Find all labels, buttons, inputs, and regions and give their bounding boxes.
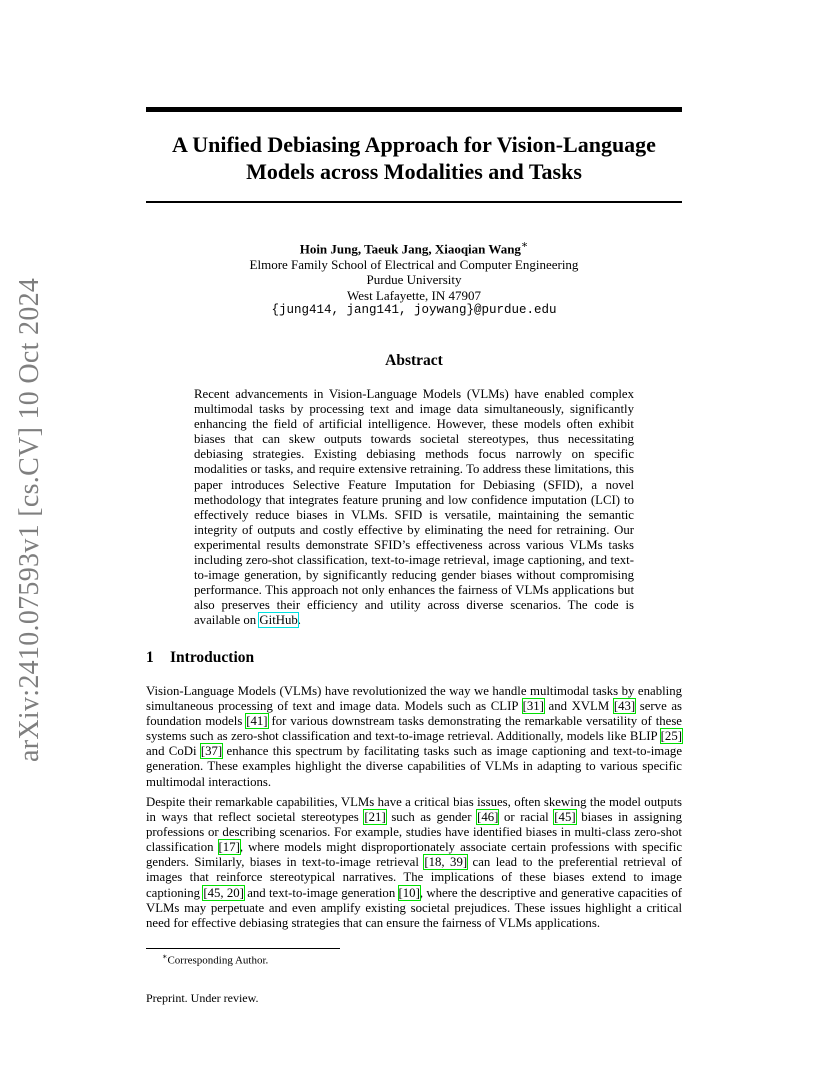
citation-link[interactable]: [18, 39]	[424, 855, 468, 870]
author-names: Hoin Jung, Taeuk Jang, Xiaoqian Wang	[299, 241, 521, 257]
abstract-heading: Abstract	[385, 352, 443, 369]
citation-link[interactable]: [41]	[246, 714, 268, 729]
preprint-notice: Preprint. Under review.	[146, 991, 259, 1005]
p2-text-3: or racial	[498, 810, 555, 825]
p2-text-4: biases in assigning professions or describing scenarios. For example, studies have identified biases in multi-class zero-shot classification	[146, 810, 683, 855]
citation-link[interactable]: [37]	[200, 744, 223, 759]
citation-link[interactable]: [21]	[364, 810, 386, 825]
citation-link[interactable]: [10]	[398, 885, 420, 900]
footnote-text: Corresponding Author.	[167, 954, 269, 967]
citation-link[interactable]: [45]	[554, 810, 576, 825]
p2-text-7: and text-to-image generation	[243, 885, 399, 900]
p2-text-5: , where models might disproportionately associate certain professions with specific genders. Similarly, biases in text-to-image retrieval	[146, 840, 682, 870]
author-university: Purdue University	[366, 272, 462, 288]
citation-link[interactable]: [46]	[477, 810, 499, 825]
citation-link[interactable]: [25]	[660, 729, 682, 744]
footnote-mark: ∗	[162, 952, 168, 961]
p1-text-5: and CoDi	[146, 744, 201, 759]
author-location: West Lafayette, IN 47907	[347, 287, 481, 303]
abstract-body	[194, 387, 634, 629]
footnote-rule	[146, 948, 340, 949]
abstract-text: Recent advancements in Vision-Language Models (VLMs) have enabled complex multimodal tasks by processing text and image data simultaneously, significantly enhancing the field of artificial intelligence. However, these models often exhibit biases that can skew outputs towards societal stereotypes, thus necessitating debiasing strategies. Existing debiasing methods focus narrowly on specific modalities or tasks, and require extensive retraining. To address these limitations, this paper introduces Selective Feature Imputation for Debiasing (SFID), a novel methodology that integrates feature pruning and low confidence imputation (LCI) to effectively reduce biases in VLMs. SFID is versatile, maintaining the semantic integrity of outputs and costly effective by eliminating the need for retraining. Our experimental results demonstrate SFID’s effectiveness across various VLMs tasks including zero-shot classification, text-to-image retrieval, image captioning, and text-to-image generation, by significantly reducing gender biases without compromising performance. This approach not only enhances the fairness of VLMs applications but also preserves their efficiency and utility across diverse scenarios. The code is available on	[194, 387, 634, 628]
p1-text-1: Vision-Language Models (VLMs) have revolutionized the way we handle multimodal tasks by enabling simultaneous processing of text and image data. Models such as CLIP	[146, 684, 682, 714]
abstract-end: .	[297, 613, 301, 628]
p2-text-6: can lead to the preferential retrieval of images that reinforce stereotypical narratives. The implications of these biases extend to image captioning	[146, 855, 683, 900]
paper-title: A Unified Debiasing Approach for Vision-Language Models across Modalities and Tasks	[172, 132, 656, 184]
author-footnote-mark: ∗	[520, 239, 529, 251]
p1-text-3: serve as foundation models	[146, 699, 683, 729]
p1-text-6: enhance this spectrum by facilitating tasks such as image captioning and text-to-image generation. These examples highlight the diverse capabilities of VLMs in adapting to various specific multimodal interactions.	[146, 744, 682, 789]
intro-paragraph-1	[146, 684, 682, 790]
section-title: Introduction	[170, 649, 255, 666]
author-affiliation: Elmore Family School of Electrical and Computer Engineering	[249, 256, 579, 272]
p2-text-1: Despite their remarkable capabilities, VLMs have a critical bias issues, often skewing the model outputs in ways that reflect societal stereotypes	[146, 795, 682, 825]
p2-text-2: such as gender	[385, 810, 478, 825]
citation-link[interactable]: [43]	[613, 699, 636, 714]
p1-text-4: for various downstream tasks demonstrating the remarkable versatility of these systems such as zero-shot classification and text-to-image retrieval. Additionally, models like BLIP	[146, 714, 682, 744]
author-block	[146, 238, 682, 319]
arxiv-identifier: arXiv:2410.07593v1 [cs.CV] 10 Oct 2024	[14, 277, 45, 762]
intro-paragraph-2	[146, 795, 682, 931]
section-heading	[146, 649, 254, 667]
title-rule-top	[146, 107, 682, 112]
p1-text-2: and XVLM	[543, 699, 614, 714]
author-emails: {jung414, jang141, joywang}@purdue.edu	[271, 303, 557, 318]
section-number: 1	[146, 649, 154, 666]
footnote	[162, 952, 268, 967]
title-rule-bottom	[146, 201, 682, 203]
p2-text-8: , where the descriptive and generative capacities of VLMs may perpetuate and even amplify existing societal prejudices. These issues highlight a critical need for effective debiasing strategies that can ensure the fairness of VLMs applications.	[146, 885, 682, 930]
github-link[interactable]: GitHub	[259, 613, 298, 628]
citation-link[interactable]: [45, 20]	[203, 885, 244, 900]
citation-link[interactable]: [17]	[218, 840, 240, 855]
citation-link[interactable]: [31]	[522, 699, 544, 714]
